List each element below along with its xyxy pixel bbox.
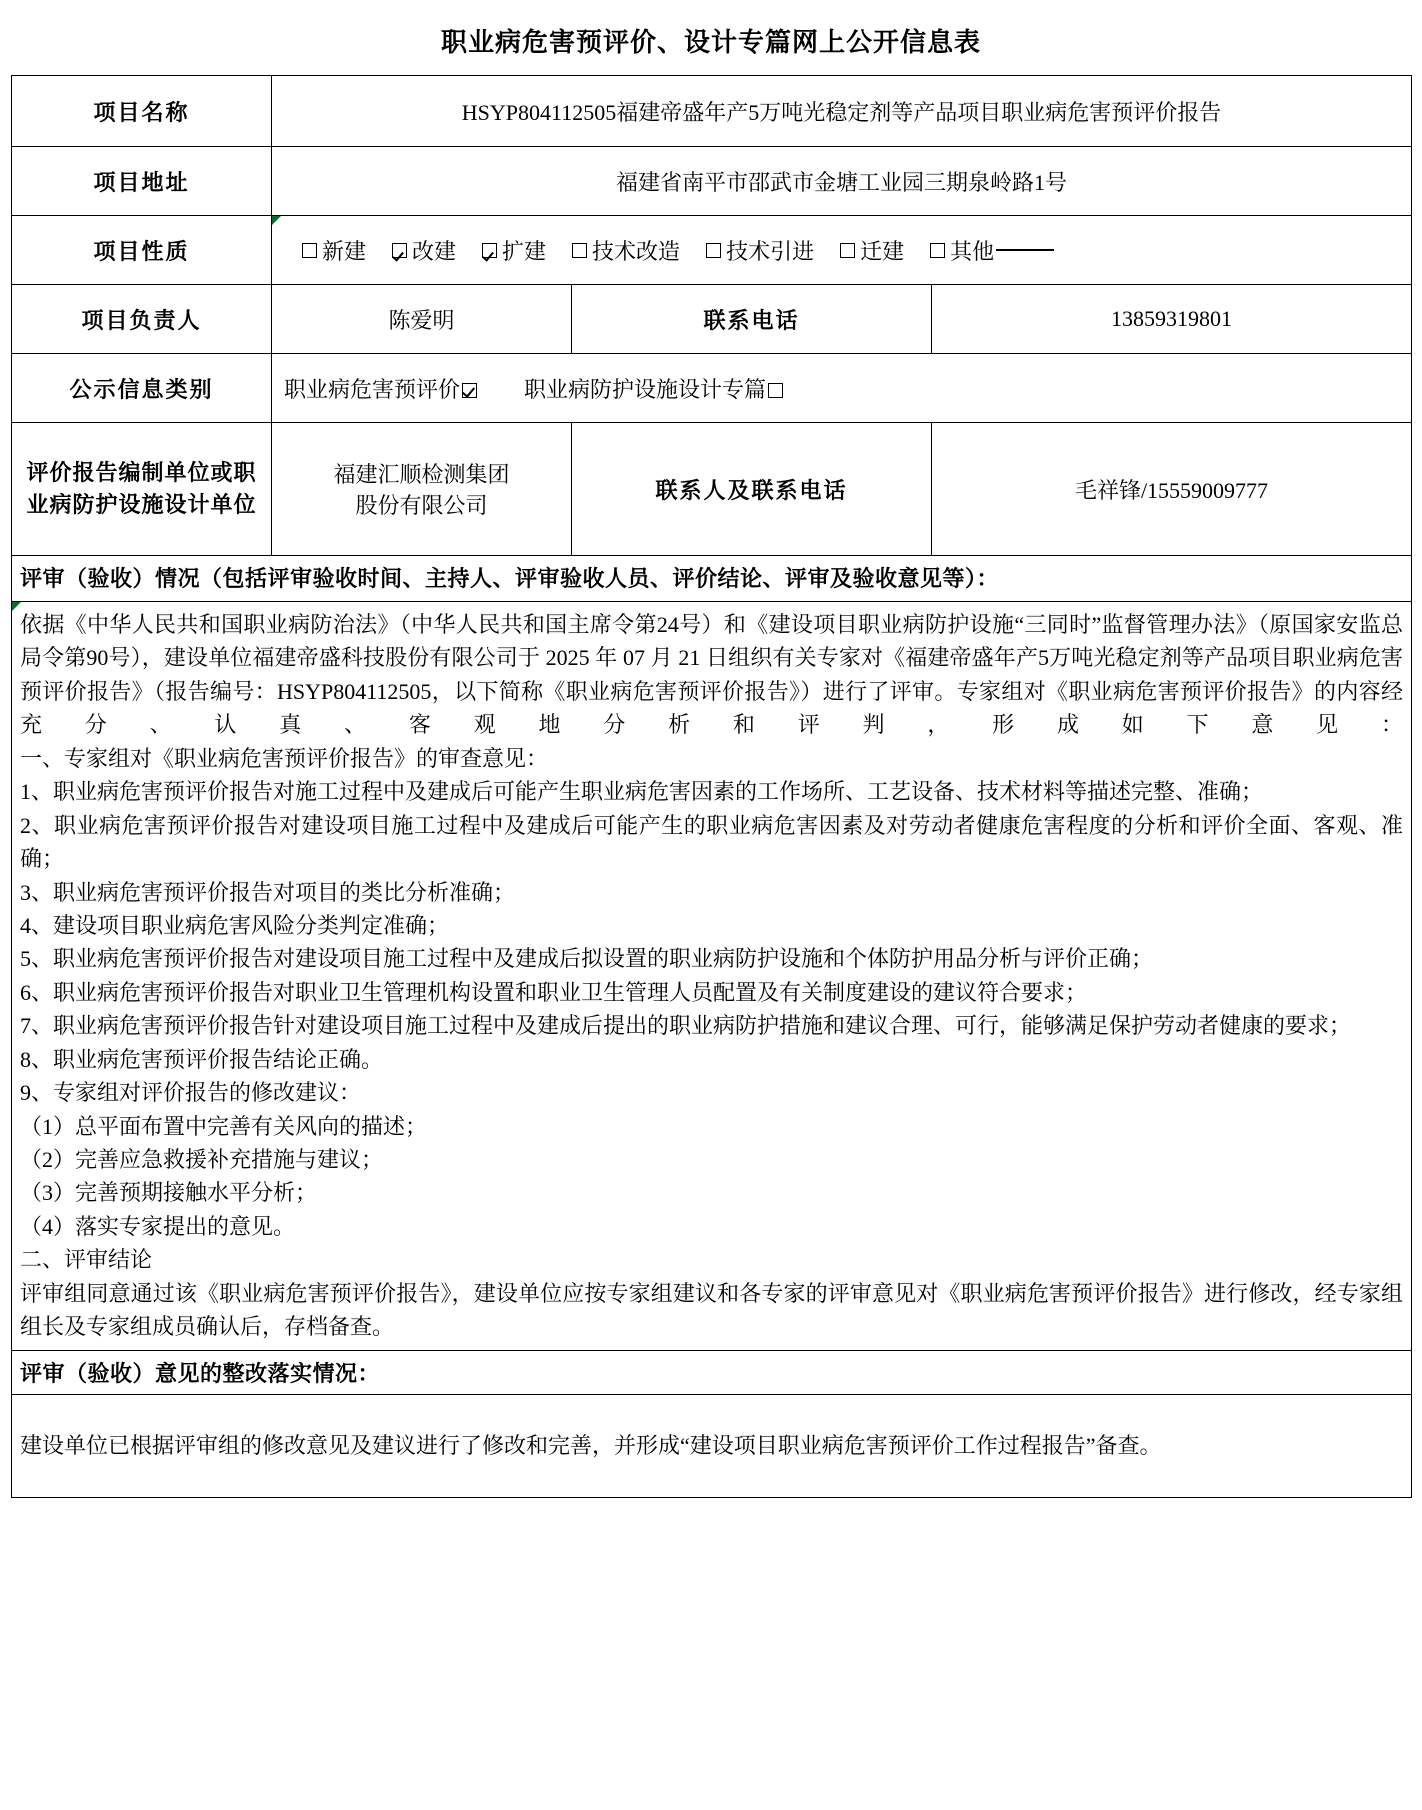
project-nature-label: 项目性质 [12,216,272,285]
review-paragraph: （2）完善应急救援补充措施与建议； [20,1147,384,1172]
nature-option-label: 技术引进 [726,238,815,264]
review-paragraph: 1、职业病危害预评价报告对施工过程中及建成后可能产生职业病危害因素的工作场所、工艺设备、技术材料等描述完整、准确； [20,779,1264,805]
project-address-value: 福建省南平市邵武市金塘工业园三期泉岭路1号 [272,147,1412,216]
table-row-preparer [12,423,1412,556]
review-paragraph: （1）总平面布置中完善有关风向的描述； [20,1113,428,1139]
review-section-heading: 评审（验收）情况（包括评审验收时间、主持人、评审验收人员、评价结论、评审及验收意见等）： [12,556,1412,602]
project-leader-label: 项目负责人 [12,285,272,354]
review-paragraph: 二、评审结论 [20,1247,153,1273]
checkbox-checked-icon[interactable] [482,243,497,258]
review-paragraph: 一、专家组对《职业病危害预评价报告》的审查意见： [20,745,549,771]
review-paragraph: （4）落实专家提出的意见。 [20,1213,296,1239]
nature-option-gaijian[interactable] [392,235,456,266]
contact-phone-value: 13859319801 [932,285,1412,354]
nature-option-label: 技术改造 [592,238,681,264]
nature-checkbox-group [280,235,1403,266]
nature-option-jishuyinjin[interactable] [706,235,814,266]
rectification-section-body: 建设单位已根据评审组的修改意见及建议进行了修改和完善，并形成“建设项目职业病危害预评价工作过程报告”备查。 [12,1394,1412,1497]
project-name-value: HSYP804112505福建帝盛年产5万吨光稳定剂等产品项目职业病危害预评价报告 [272,76,1412,147]
review-paragraph: 评审组同意通过该《职业病危害预评价报告》，建设单位应按专家组建议和各专家的评审意见对《职业病危害预评价报告》进行修改，经专家组组长及专家组成员确认后，存档备查。 [20,1280,1403,1340]
project-nature-options [272,216,1412,285]
checkbox-checked-icon[interactable] [392,243,407,258]
checkbox-icon[interactable] [706,243,721,258]
checkbox-icon[interactable] [930,243,945,258]
table-row-review-heading [12,556,1412,602]
publicity-option-pre-evaluation[interactable] [284,377,477,402]
other-fill-in-blank[interactable] [996,249,1054,251]
project-leader-value: 陈爱明 [272,285,572,354]
review-paragraph: 8、职业病危害预评价报告结论正确。 [20,1046,384,1072]
review-paragraph: 3、职业病危害预评价报告对项目的类比分析准确； [20,879,516,905]
nature-option-label: 扩建 [502,238,547,264]
review-paragraph: 7、职业病危害预评价报告针对建设项目施工过程中及建成后提出的职业病防护措施和建议合理、可行，能够满足保护劳动者健康的要求； [20,1013,1352,1039]
checkbox-icon[interactable] [768,383,783,398]
preparer-label: 评价报告编制单位或职业病防护设施设计单位 [12,423,272,556]
review-paragraph: 6、职业病危害预评价报告对职业卫生管理机构设置和职业卫生管理人员配置及有关制度建设的建议符合要求； [20,979,1088,1005]
nature-option-kuojian[interactable] [482,235,546,266]
checkbox-icon[interactable] [302,243,317,258]
nature-option-jishugaizao[interactable] [572,235,680,266]
nature-option-qianjian[interactable] [840,235,904,266]
review-paragraph: 2、职业病危害预评价报告对建设项目施工过程中及建成后可能产生的职业病危害因素及对劳动者健康危害程度的分析和评价全面、客观、准确； [20,812,1403,872]
nature-option-label: 迁建 [860,238,905,264]
publicity-type-label: 公示信息类别 [12,354,272,423]
checkbox-icon[interactable] [840,243,855,258]
publicity-option-label: 职业病防护设施设计专篇 [524,376,767,402]
contact-phone-label: 联系电话 [572,285,932,354]
table-row-project-name [12,76,1412,147]
table-row-project-address [12,147,1412,216]
review-paragraph: （3）完善预期接触水平分析； [20,1180,318,1206]
publicity-type-options [272,354,1412,423]
preparer-value-line-2: 股份有限公司 [355,493,488,518]
preparer-value-line-1: 福建汇顺检测集团 [333,462,510,487]
project-name-label: 项目名称 [12,76,272,147]
contact-person-value: 毛祥锋/15559009777 [932,423,1412,556]
nature-option-label: 其他 [950,238,995,264]
nature-option-xinjian[interactable] [302,235,366,266]
table-row-rectification-heading [12,1350,1412,1394]
preparer-value [272,423,572,556]
nature-option-label: 改建 [412,238,457,264]
info-table [11,75,1412,1498]
publicity-option-design-chapter[interactable] [524,377,783,402]
review-paragraph: 依据《中华人民共和国职业病防治法》（中华人民共和国主席令第24号）和《建设项目职业病防护设施“三同时”监督管理办法》（原国家安监总局令第90号），建设单位福建帝盛科技股份有限公司于 2025 年 07 月 21 日组织有关专家对《福建帝盛年产5万吨光稳定剂等产品项目职业病危害预评价报告》（报告编号：HSYP804112505，以下简称《职业病危害预评价报告》）进行了评审。专家组对《职业病危害预评价报告》的内容经充分、认真、客观地分析和评判，形成如下意见： [20,612,1403,738]
table-row-project-leader [12,285,1412,354]
publicity-checkbox-group [280,373,1403,404]
nature-option-qita[interactable] [930,235,1054,266]
review-paragraph: 5、职业病危害预评价报告对建设项目施工过程中及建成后拟设置的职业病防护设施和个体防护用品分析与评价正确； [20,946,1154,972]
review-paragraph: 9、专家组对评价报告的修改建议： [20,1080,362,1106]
project-address-label: 项目地址 [12,147,272,216]
page-title: 职业病危害预评价、设计专篇网上公开信息表 [440,28,981,57]
review-section-body [12,602,1412,1351]
table-row-publicity-type [12,354,1412,423]
table-row-review-body [12,602,1412,1351]
rectification-section-heading: 评审（验收）意见的整改落实情况： [12,1350,1412,1394]
table-row-project-nature [12,216,1412,285]
nature-option-label: 新建 [322,238,367,264]
comment-anchor-icon [12,602,21,611]
publicity-option-label: 职业病危害预评价 [284,376,461,402]
review-paragraph: 4、建设项目职业病危害风险分类判定准确； [20,912,450,938]
table-row-rectification-body [12,1394,1412,1497]
checkbox-icon[interactable] [572,243,587,258]
checkbox-checked-icon[interactable] [462,383,477,398]
comment-anchor-icon [272,216,281,225]
contact-person-label: 联系人及联系电话 [572,423,932,556]
